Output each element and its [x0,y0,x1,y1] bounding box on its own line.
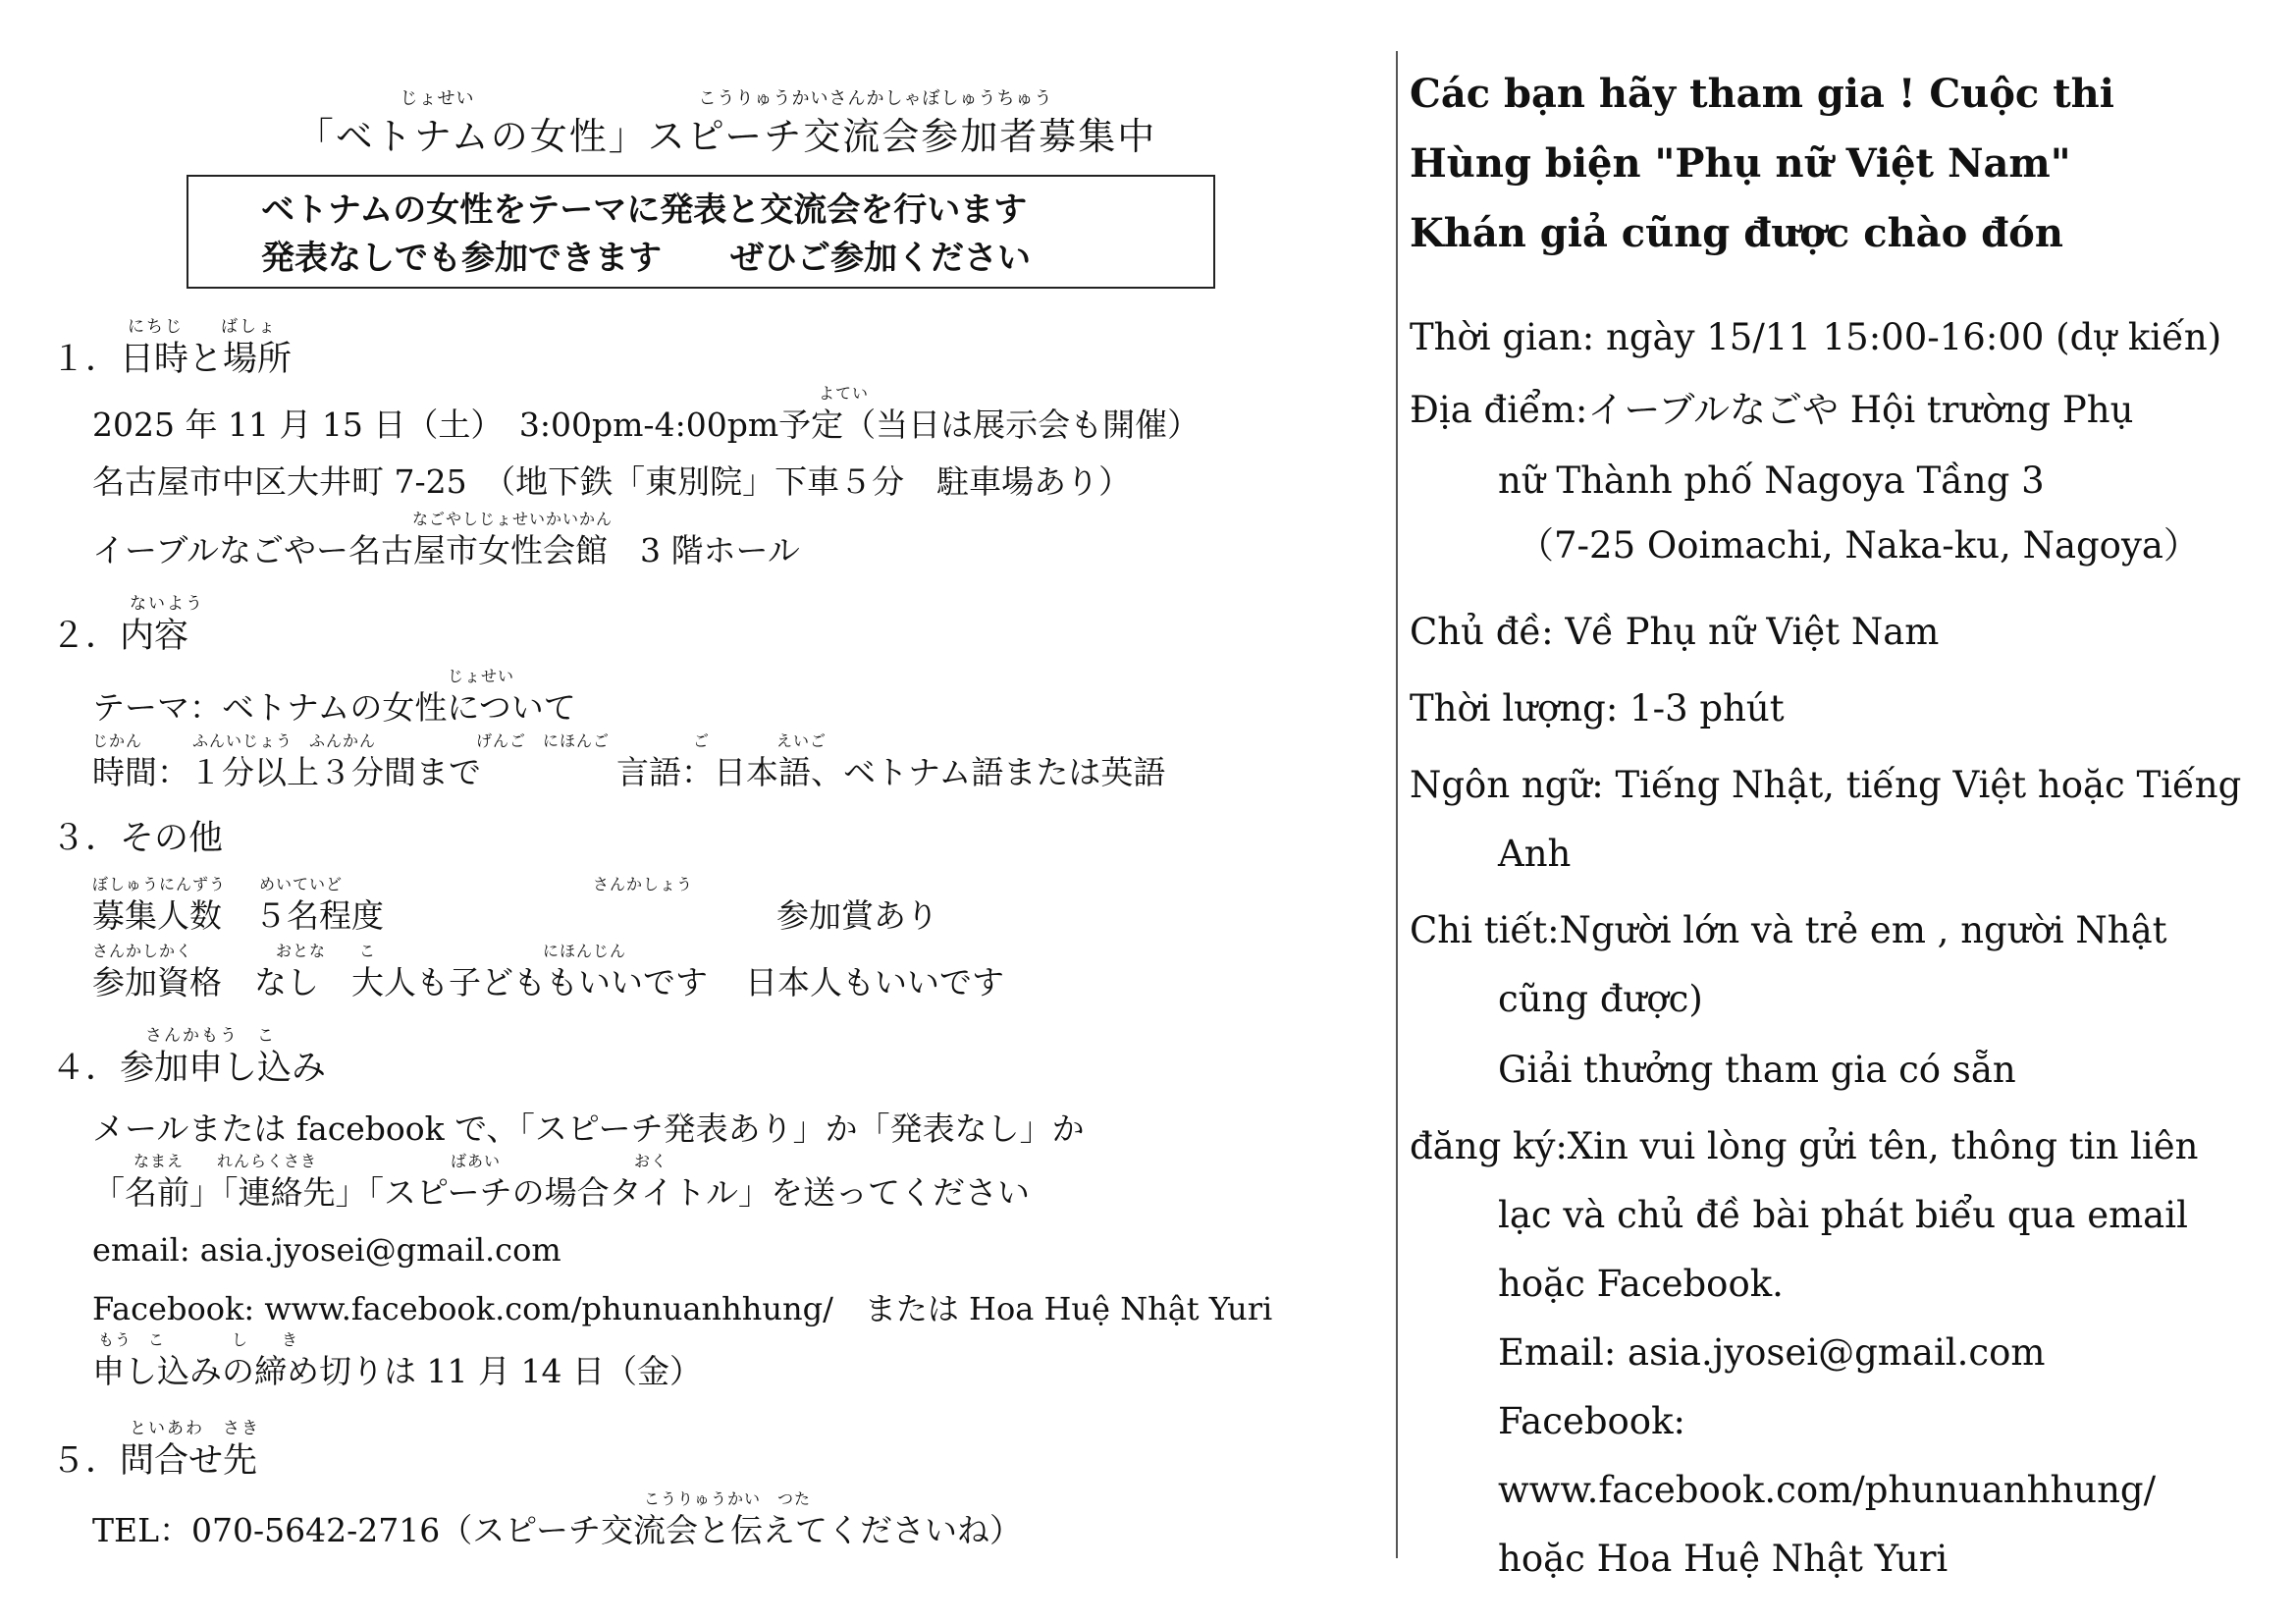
jp-title: 「ベトナムの女性」スピーチ交流会参加者募集中 [295,115,1157,158]
jp-intro-line2 [261,235,1213,283]
jp-s3-line1b: 参加賞あり [776,896,938,935]
jp-s3-line2-ruby: さんかしかく おとな こ にほんじん [92,942,627,960]
jp-title-ruby: じょせい こうりゅうかいさんかしゃぼしゅうちゅう [400,88,1053,109]
vn-language-2: Anh [1498,833,1572,875]
jp-intro-line2a: 発表なしでも参加できます [261,239,662,278]
vn-register-facebook-url: www.facebook.com/phunuanhhung/ [1498,1469,2157,1511]
jp-section-1-heading [51,312,292,381]
vn-detail-1: Chi tiết:Người lớn và trẻ em , người Nhật [1410,909,2167,951]
column-divider [1396,51,1398,1558]
jp-s4-line1-text: メールまたは facebook で、「スピーチ発表あり」か「発表なし」か [92,1109,1085,1148]
vn-register-yuri: hoặc Hoa Huệ Nhật Yuri [1498,1538,1949,1580]
jp-section-4-heading [51,1021,326,1090]
jp-s1-heading: １．日時と場所 [51,340,293,379]
jp-s2-line2 [92,729,1165,793]
jp-s1-line1-text: 2025 年 11 月 15 日（土） 3:00pm-4:00pm予定（当日は展示会も開催） [92,406,1201,444]
vn-place-1: Địa điểm:イーブルなごや Hội trường Phụ [1410,389,2134,431]
jp-title-block [226,84,1227,160]
vn-language-1: Ngôn ngữ: Tiếng Nhật, tiếng Việt hoặc Tiếng [1410,764,2242,806]
jp-s4-email-text: email: asia.jyosei@gmail.com [92,1231,561,1269]
vn-register-1: đăng ký:Xin vui lòng gửi tên, thông tin liên [1410,1125,2199,1167]
jp-s2-line2a: 時間：１分以上３分間まで [92,753,481,791]
jp-s4-facebook [92,1284,1272,1329]
jp-s5-tel-ruby: こうりゅうかい つた [644,1489,812,1508]
vn-column [1410,59,2273,1580]
jp-section-3-heading [51,811,223,860]
vn-heading-1: Các bạn hãy tham gia ! Cuộc thi [1410,71,2114,117]
jp-s3-line2a: 参加資格 なし 大人も子どももいいです [92,963,708,1001]
jp-s3-line1a: 募集人数 ５名程度 [92,896,384,935]
jp-s2-line1-text: テーマ：ベトナムの女性について [92,688,576,727]
jp-s4-deadline-ruby: もう こ し き [98,1330,299,1349]
jp-s4-email [92,1231,561,1269]
jp-s1-line2 [92,457,1131,503]
jp-intro-line1: ベトナムの女性をテーマに発表と交流会を行います [261,190,1028,230]
jp-s4-deadline-text: 申し込みの締め切りは 11 月 14 日（金） [92,1352,702,1390]
jp-s3-line1 [92,872,938,937]
jp-s4-deadline [92,1327,702,1392]
jp-intro-line2b: ぜひご参加ください [730,239,1031,278]
vn-time: Thời gian: ngày 15/11 15:00-16:00 (dự kiến) [1410,316,2222,358]
jp-intro-box [187,175,1215,289]
jp-s1-line1 [92,381,1200,446]
vn-place-2: nữ Thành phố Nagoya Tầng 3 [1498,460,2045,502]
jp-s2-ruby: ないよう [130,594,204,614]
jp-s4-facebook-text: Facebook: www.facebook.com/phunuanhhung/ または Hoa Huệ Nhật Yuri [92,1290,1273,1327]
vn-register-2: lạc và chủ đề bài phát biểu qua email [1498,1194,2188,1236]
vn-detail-3: Giải thưởng tham gia có sẵn [1498,1049,2016,1091]
jp-s3-heading: ３．その他 [51,819,224,858]
jp-s5-ruby: といあわ さき [130,1419,260,1438]
jp-s1-ruby: にちじ ばしょ [128,317,277,337]
jp-s1-line2-text: 名古屋市中区大井町 7-25 （地下鉄「東別院」下車５分 駐車場あり） [92,462,1132,501]
jp-s5-tel [92,1487,1022,1551]
vn-topic: Chủ đề: Về Phụ nữ Việt Nam [1410,611,1940,653]
jp-s4-line2 [92,1149,1030,1214]
jp-s2-line2-ruby: じかん ふんいじょう ふんかん げんご にほんご ご えいご [92,731,828,750]
jp-s4-line1 [92,1104,1085,1150]
jp-s2-heading: ２．内容 [51,617,189,656]
jp-s4-line2-ruby: なまえ れんらくさき ばあい おく [133,1152,668,1170]
jp-s2-line2b: 言語：日本語、ベトナム語または英語 [616,753,1166,791]
jp-s3-line2b: 日本人もいいです [745,963,1004,1001]
vn-place-3: （7-25 Ooimachi, Naka-ku, Nagoya） [1518,524,2200,567]
vn-register-facebook-label: Facebook: [1498,1400,1685,1442]
jp-s1-line1-ruby: よてい [819,384,870,403]
jp-s2-line1 [92,664,576,729]
jp-s1-line3-ruby: なごやしじょせいかいかん [412,510,614,528]
vn-heading-2: Hùng biện "Phụ nữ Việt Nam" [1410,140,2071,187]
jp-s1-line3-text: イーブルなごやー名古屋市女性会館 3 階ホール [92,531,800,569]
jp-s3-line2 [92,939,1004,1003]
jp-section-2-heading [51,589,204,658]
jp-section-5-heading [51,1414,260,1483]
jp-s4-line2-text: 「名前」「連絡先」「スピーチの場合タイトル」を送ってください [92,1173,1031,1212]
vn-register-3: hoặc Facebook. [1498,1263,1784,1305]
jp-s1-line3 [92,507,800,571]
jp-s2-line1-ruby: じょせい [448,667,515,685]
jp-s4-heading: ４．参加申し込み [51,1049,327,1088]
jp-s3-line1-ruby: ぼしゅうにんずう めいていど さんかしょう [92,875,694,893]
vn-duration: Thời lượng: 1-3 phút [1410,687,1785,730]
jp-s5-tel-text: TEL：070-5642-2716（スピーチ交流会と伝えてくださいね） [92,1511,1022,1549]
vn-detail-2: cũng được) [1498,978,1703,1020]
vn-register-email: Email: asia.jyosei@gmail.com [1498,1331,2046,1374]
vn-heading-3: Khán giả cũng được chào đón [1410,210,2063,256]
jp-s5-heading: ５．問合せ先 [51,1441,258,1481]
jp-s4-ruby: さんかもう こ [145,1026,276,1046]
